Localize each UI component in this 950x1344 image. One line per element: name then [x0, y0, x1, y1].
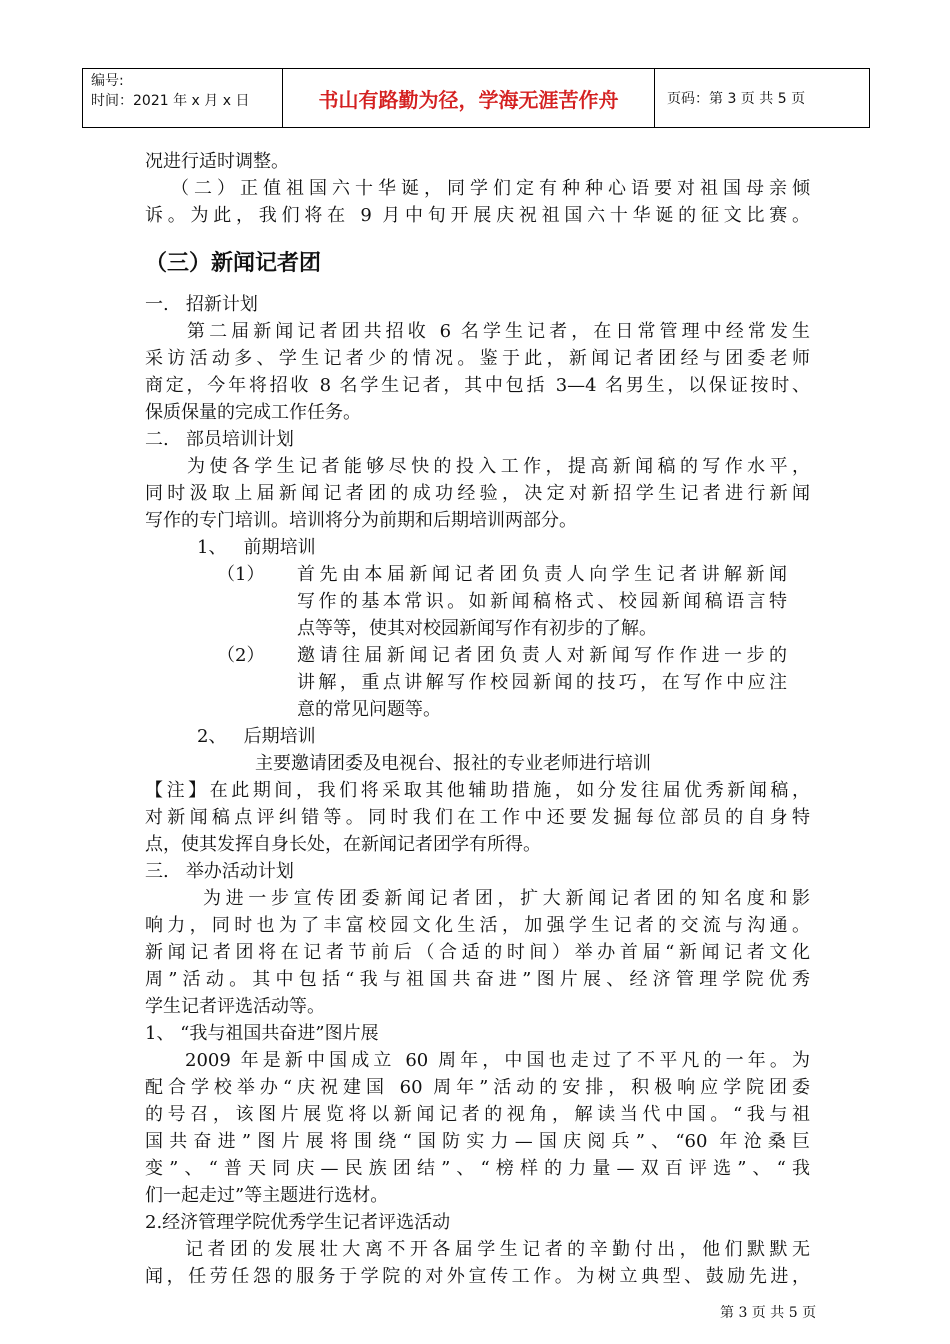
header-motto: 书山有路勤为径，学海无涯苦作舟 [283, 69, 655, 127]
heading-line: 二. 部员培训计划 [145, 429, 294, 450]
body-line: 保质保量的完成工作任务。 [145, 402, 361, 423]
body-line: 首先由本届新闻记者团负责人向学生记者讲解新闻 [297, 564, 787, 585]
body-line: 配合学校举办“庆祝建国 60 周年”活动的安排，积极响应学院团委 [145, 1077, 810, 1098]
body-line: 国共奋进”图片展将围绕“国防实力—国庆阅兵”、“60 年沧桑巨 [145, 1131, 810, 1152]
body-line: 为进一步宣传团委新闻记者团，扩大新闻记者团的知名度和影 [203, 888, 810, 909]
body-line: 讲解，重点讲解写作校园新闻的技巧，在写作中应注 [297, 672, 787, 693]
body-line: 周”活动。其中包括“我与祖国共奋进”图片展、经济管理学院优秀 [145, 969, 810, 990]
body-line: 为使各学生记者能够尽快的投入工作，提高新闻稿的写作水平， [187, 456, 810, 477]
body-line: 记者团的发展壮大离不开各届学生记者的辛勤付出，他们默默无 [185, 1239, 810, 1260]
number-label: 编号: [91, 73, 124, 89]
list-item [145, 561, 810, 588]
body-line: 同时汲取上届新闻记者团的成功经验，决定对新招学生记者进行新闻 [145, 483, 810, 504]
section-title: （三）新闻记者团 [145, 251, 322, 276]
body-line: 商定，今年将招收 8 名学生记者，其中包括 3—4 名男生，以保证按时、 [145, 375, 810, 396]
body-line: 学生记者评选活动等。 [145, 996, 325, 1017]
heading-line: 三. 举办活动计划 [145, 861, 294, 882]
header-meta [83, 69, 283, 127]
body-line: 新闻记者团将在记者节前后（合适的时间）举办首届“新闻记者文化 [145, 942, 810, 963]
body-line: 响力，同时也为了丰富校园文化生活，加强学生记者的交流与沟通。 [145, 915, 810, 936]
body-line: 写作的基本常识。如新闻稿格式、校园新闻稿语言特 [297, 591, 787, 612]
body-line: 对新闻稿点评纠错等。同时我们在工作中还要发掘每位部员的自身特 [145, 807, 810, 828]
subheading-line: 2、 后期培训 [197, 726, 316, 747]
page-footer: 第 3 页 共 5 页 [720, 1305, 817, 1321]
body-line: 况进行适时调整。 [145, 151, 289, 172]
body-line: 们一起走过”等主题进行选材。 [145, 1185, 389, 1206]
page-header [82, 68, 870, 128]
body-line: 2009 年是新中国成立 60 周年，中国也走过了不平凡的一年。为 [185, 1050, 810, 1071]
time-label: 时间：2021 年 x 月 x 日 [91, 93, 250, 109]
body-line: 变”、“普天同庆—民族团结”、“榜样的力量—双百评选”、“我 [145, 1158, 810, 1179]
body-line: 点，使其发挥自身长处，在新闻记者团学有所得。 [145, 834, 541, 855]
body-line: 第二届新闻记者团共招收 6 名学生记者，在日常管理中经常发生 [187, 321, 810, 342]
note-line: 【注】在此期间，我们将采取其他辅助措施，如分发往届优秀新闻稿， [145, 780, 810, 801]
subheading-line: 2.经济管理学院优秀学生记者评选活动 [145, 1212, 451, 1233]
body-line: 意的常见问题等。 [297, 699, 441, 720]
list-marker: （1） [217, 564, 265, 585]
body-line: 主要邀请团委及电视台、报社的专业老师进行培训 [255, 753, 651, 774]
body-line: 采访活动多、学生记者少的情况。鉴于此，新闻记者团经与团委老师 [145, 348, 810, 369]
subheading-line: 1、 “我与祖国共奋进”图片展 [145, 1023, 379, 1044]
body-line: 点等等，使其对校园新闻写作有初步的了解。 [297, 618, 657, 639]
document-body [145, 148, 810, 1290]
body-line: 的号召，该图片展览将以新闻记者的视角，解读当代中国。“我与祖 [145, 1104, 810, 1125]
subheading-line: 1、 前期培训 [197, 537, 316, 558]
body-line: 邀请往届新闻记者团负责人对新闻写作作进一步的 [297, 645, 787, 666]
header-page-info: 页码：第 3 页 共 5 页 [667, 91, 806, 107]
body-line: 写作的专门培训。培训将分为前期和后期培训两部分。 [145, 510, 577, 531]
list-item [145, 642, 810, 669]
body-line [145, 229, 810, 247]
body-line: （二）正值祖国六十华诞，同学们定有种种心语要对祖国母亲倾 [171, 178, 810, 199]
body-line: 诉。为此，我们将在 9 月中旬开展庆祝祖国六十华诞的征文比赛。 [145, 205, 810, 226]
body-line: 闻，任劳任怨的服务于学院的对外宣传工作。为树立典型、鼓励先进， [145, 1266, 810, 1287]
list-marker: （2） [217, 645, 265, 666]
heading-line: 一. 招新计划 [145, 294, 258, 315]
